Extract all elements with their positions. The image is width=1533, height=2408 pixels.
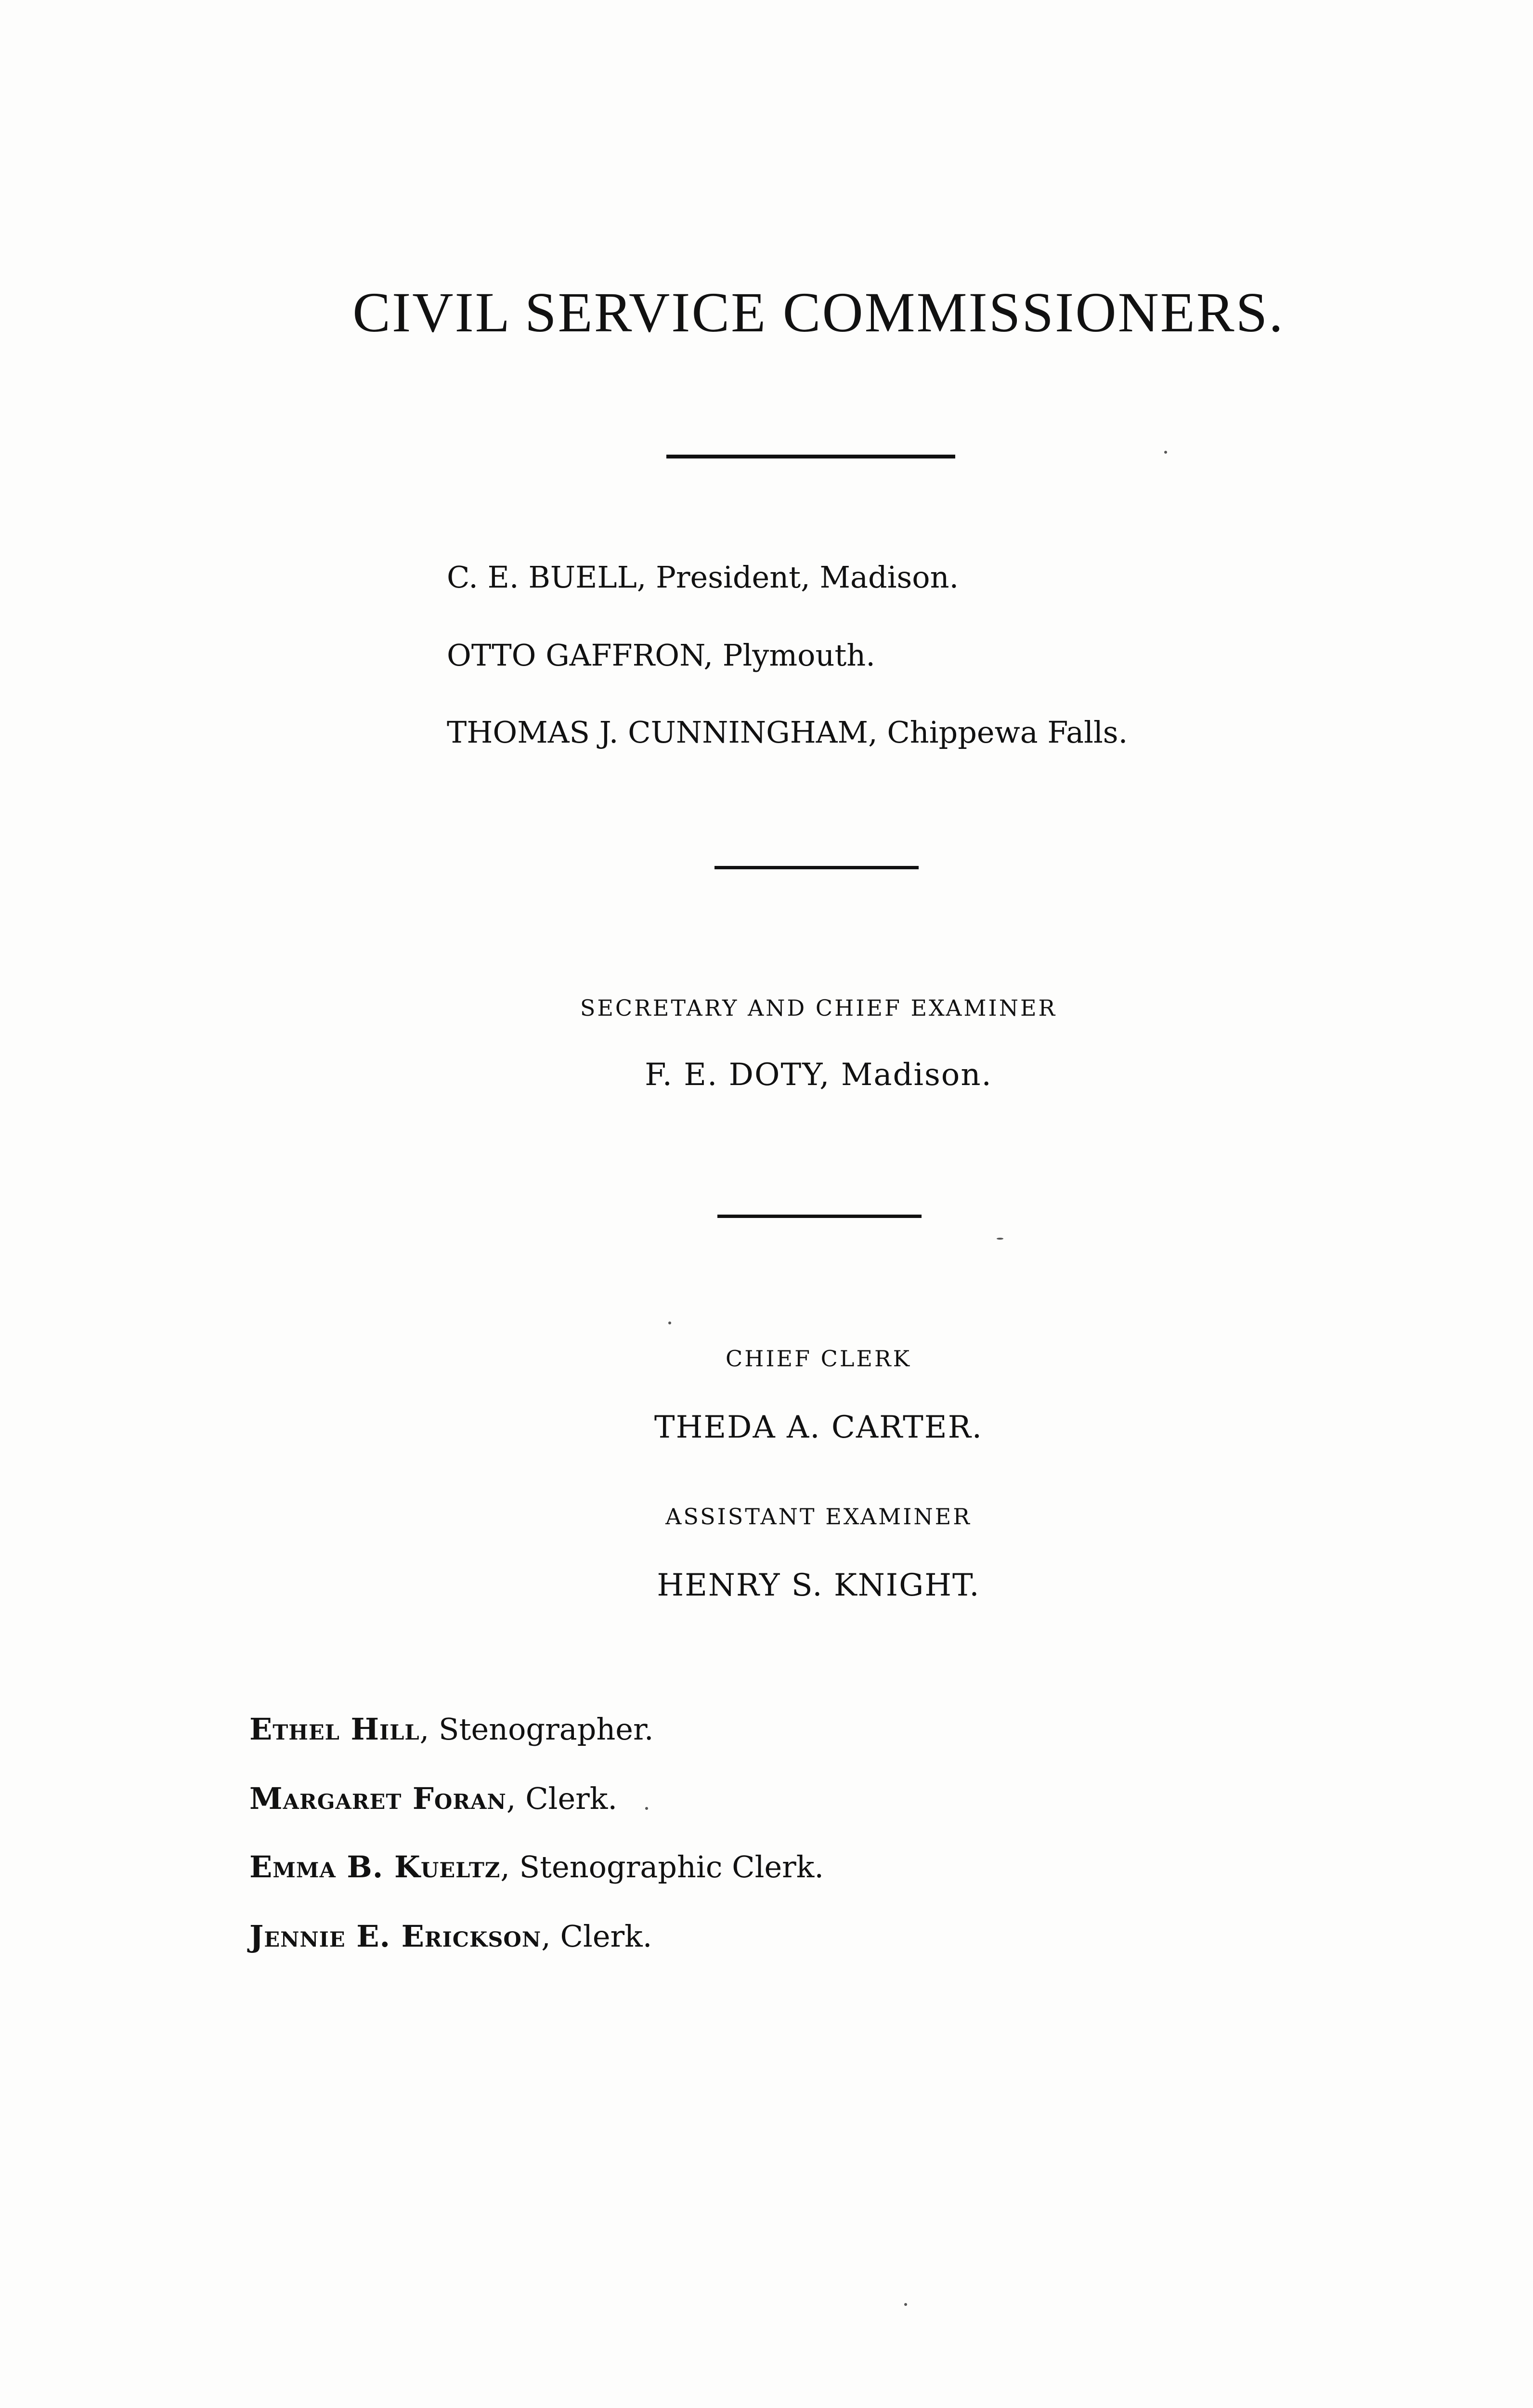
divider-rule-2 — [715, 866, 919, 869]
assistant-examiner-name: HENRY S. KNIGHT. — [657, 1568, 980, 1603]
staff-role: , Stenographic Clerk. — [500, 1849, 824, 1885]
staff-line — [249, 1781, 618, 1816]
staff-line — [249, 1849, 824, 1885]
staff-line — [249, 1712, 654, 1747]
staff-role: , Clerk. — [541, 1919, 652, 1954]
scan-speck — [904, 2303, 907, 2306]
commissioner-name: THOMAS J. CUNNINGHAM — [447, 715, 868, 750]
commissioner-line — [447, 638, 875, 673]
scan-speck — [645, 1807, 648, 1810]
commissioner-line — [447, 715, 1128, 750]
scan-speck — [997, 1238, 1003, 1240]
commissioner-detail: , Plymouth. — [703, 638, 875, 673]
commissioner-name: OTTO GAFFRON — [447, 638, 704, 673]
staff-role: , Stenographer. — [419, 1712, 654, 1747]
staff-name: Emma B. Kueltz — [249, 1849, 501, 1885]
staff-name: Ethel Hill — [249, 1712, 420, 1747]
secretary-name: F. E. DOTY, Madison. — [645, 1057, 992, 1093]
assistant-examiner-heading: ASSISTANT EXAMINER — [665, 1504, 972, 1530]
divider-rule-3 — [717, 1215, 922, 1218]
staff-name: Jennie E. Erickson — [249, 1919, 542, 1954]
staff-role: , Clerk. — [506, 1781, 618, 1816]
page-title: CIVIL SERVICE COMMISSIONERS. — [352, 281, 1285, 344]
secretary-heading: SECRETARY AND CHIEF EXAMINER — [580, 995, 1057, 1021]
commissioner-detail: , Chippewa Falls. — [868, 715, 1128, 750]
commissioner-detail: , President, Madison. — [637, 560, 959, 595]
scan-speck — [668, 1322, 671, 1324]
scan-speck — [1164, 451, 1167, 454]
staff-line — [249, 1919, 652, 1954]
chief-clerk-heading: CHIEF CLERK — [726, 1346, 911, 1372]
commissioner-name: C. E. BUELL — [447, 560, 637, 595]
commissioner-line — [447, 560, 959, 595]
staff-name: Margaret Foran — [249, 1781, 507, 1816]
chief-clerk-name: THEDA A. CARTER. — [654, 1410, 983, 1445]
divider-rule-1 — [666, 455, 955, 458]
